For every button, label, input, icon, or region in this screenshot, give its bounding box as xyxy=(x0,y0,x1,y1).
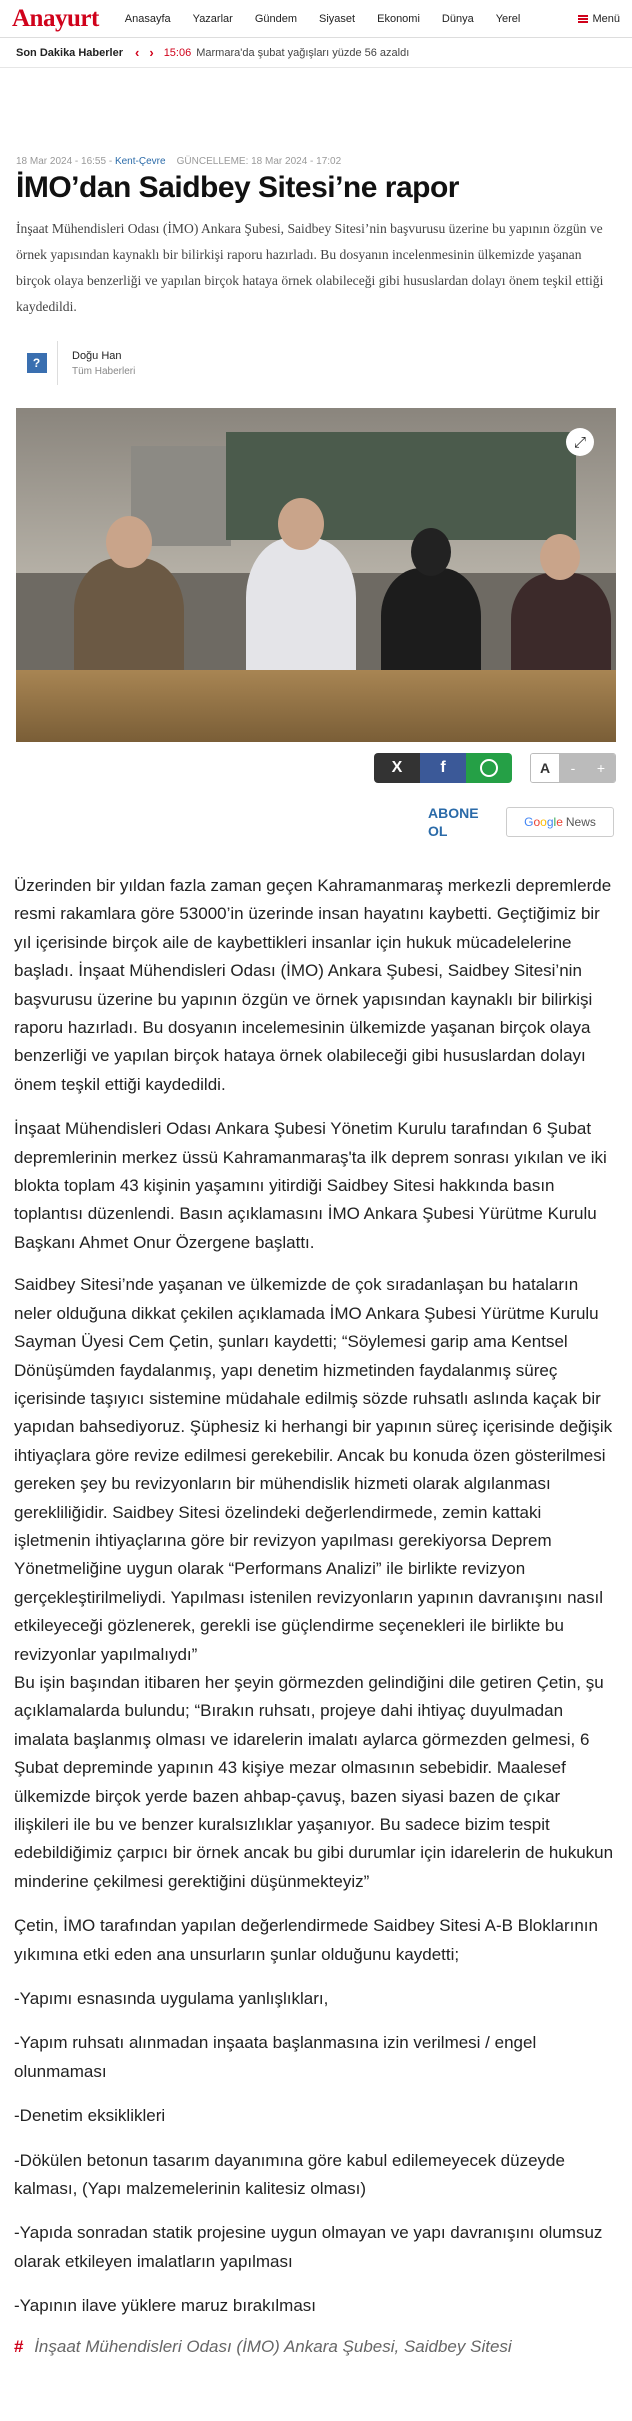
whatsapp-icon[interactable] xyxy=(466,753,512,783)
menu-label: Menü xyxy=(592,12,620,25)
font-size-control xyxy=(530,753,616,783)
main-nav xyxy=(125,13,579,25)
x-icon[interactable]: X xyxy=(374,753,420,783)
site-logo[interactable]: Anayurt xyxy=(12,4,99,32)
subscribe-label-line1: ABONE xyxy=(428,805,479,821)
article-meta xyxy=(16,156,616,167)
photo-head-4 xyxy=(540,534,580,580)
body-list-item: -Denetim eksiklikleri xyxy=(14,2106,166,2126)
body-list-item: -Yapım ruhsatı alınmadan inşaata başlanmasına izin verilmesi / engel olunmaması xyxy=(14,2033,537,2081)
photo-table xyxy=(16,670,616,742)
body-list-item: -Yapıda sonradan statik projesine uygun olmayan ve yapı davranışını olumsuz olarak etkileyen imalatların yapılması xyxy=(14,2223,603,2271)
gnews-word: News xyxy=(565,815,596,829)
body-paragraph: Bu işin başından itibaren her şeyin görmezden gelindiğini dile getiren Çetin, şu açıklamalarda bulundu; “Bırakın ruhsatı, projeye dahi ihtiyaç duyulmadan imalata başlanmış olması ve idarelerin imalatı aylarca görmezden gelmesi, 6 Şubat depreminde yapının 43 kişiye mezar olmasının sebebidir. Maalesef ülkemizde birçok yerde bazen ahbap-çavuş, bazen siyasi bazen de çıkar ilişkileri ile bu ve benzer kuralsızlıklar yaşanıyor. Bu sadece bizim tespit edebildiğimiz çarpıcı bir örnek ancak bu gibi durumlar için idarelerin de hukukun minderine çekilmesi gerektiğini düşünmekteyiz” xyxy=(14,1672,614,1891)
body-paragraph: İnşaat Mühendisleri Odası Ankara Şubesi Yönetim Kurulu tarafından 6 Şubat depremlerinin merkez üssü Kahramanmaraş'ta ilk deprem sonrası yıkılan ve iki blokta toplam 43 kişinin yaşamını yitirdiği Saidbey Sitesi hakkında basın toplantısı düzenlendi. Basın açıklamasını İMO Ankara Şubesi Yürütme Kurulu Başkanı Ahmet Onur Özergene başlattı. xyxy=(14,1119,607,1252)
chevron-left-icon[interactable]: ‹ xyxy=(135,45,140,60)
gnews-letter: o xyxy=(540,815,547,829)
author-block xyxy=(16,340,616,386)
font-size-label: A xyxy=(531,754,559,782)
article-date: 18 Mar 2024 - 16:55 xyxy=(16,156,107,167)
meta-separator: - xyxy=(108,156,115,167)
breaking-news-bar xyxy=(0,38,632,68)
author-avatar[interactable] xyxy=(16,341,58,385)
body-paragraph: Üzerinden bir yıldan fazla zaman geçen Kahramanmaraş merkezli depremlerde resmi rakamlara göre 53000’in üzerinde insan hayatını kaybetti. Geçtiğimiz bir yıl içerisinde birçok aile de kaybettikleri insanlar için hukuk mücadelelerine başladı. İnşaat Mühendisleri Odası (İMO) Ankara Şubesi, Saidbey Sitesi’nin başvurusu üzerine bu yapının özgün ve örnek yapısından kaynaklı bir bilirkişi raporu hazırladı. Bu dosyanın incelemesinin ülkemizde yaşanan birçok olaya benzerliği ve yapılan birçok hataya örnek olabileceği gibi hususlardan dolayı önem teşkil ettiği kaydedildi. xyxy=(14,876,612,1094)
tag-links[interactable]: İnşaat Mühendisleri Odası (İMO) Ankara Şubesi, Saidbey Sitesi xyxy=(34,2336,512,2356)
subscribe-row xyxy=(0,802,632,842)
google-news-button[interactable] xyxy=(506,807,614,837)
font-increase-button[interactable]: + xyxy=(587,754,615,782)
breaking-news-headline[interactable]: Marmara'da şubat yağışları yüzde 56 azaldı xyxy=(196,46,410,59)
whatsapp-glyph xyxy=(480,759,498,777)
gnews-letter: l xyxy=(553,815,557,829)
menu-button[interactable] xyxy=(578,13,620,25)
avatar-placeholder-icon: ? xyxy=(27,353,47,373)
article-title: İMO’dan Saidbey Sitesi’ne rapor xyxy=(16,171,459,204)
expand-icon[interactable]: ⤢ xyxy=(566,428,594,456)
site-header xyxy=(0,0,632,38)
gnews-letter: G xyxy=(524,815,534,829)
facebook-icon[interactable]: f xyxy=(420,753,466,783)
photo-person-1 xyxy=(74,558,184,688)
article-body xyxy=(0,872,632,2321)
hamburger-menu-icon xyxy=(578,15,588,23)
photo-head-1 xyxy=(106,516,152,568)
article-header xyxy=(0,156,632,386)
gnews-letter: o xyxy=(533,815,541,829)
nav-item-gundem[interactable]: Gündem xyxy=(254,12,298,25)
photo-head-3 xyxy=(411,528,451,576)
article-category[interactable]: Kent-Çevre xyxy=(114,156,166,167)
photo-person-2 xyxy=(246,538,356,688)
meta-gap xyxy=(168,156,174,167)
article-tags xyxy=(0,2337,632,2357)
chevron-right-icon[interactable]: › xyxy=(149,45,154,60)
breaking-news-label: Son Dakika Haberler xyxy=(16,46,123,59)
author-all-articles-link[interactable]: Tüm Haberleri xyxy=(72,365,136,377)
author-info xyxy=(72,350,135,377)
article-photo xyxy=(16,408,616,742)
body-list-item: -Yapının ilave yüklere maruz bırakılması xyxy=(14,2296,317,2316)
body-list-item: -Dökülen betonun tasarım dayanımına göre kabul edilemeyecek düzeyde kalması, (Yapı malzemelerinin kalitesiz olması) xyxy=(14,2150,565,2199)
share-bar xyxy=(0,752,632,784)
subscribe-label-line2: OL xyxy=(428,823,448,839)
gnews-letter: e xyxy=(556,815,563,829)
font-decrease-button[interactable]: - xyxy=(559,754,587,782)
breaking-news-time: 15:06 xyxy=(163,46,192,59)
nav-item-ekonomi[interactable]: Ekonomi xyxy=(377,12,420,25)
nav-item-siyaset[interactable]: Siyaset xyxy=(319,12,356,25)
article-lead: İnşaat Mühendisleri Odası (İMO) Ankara Şubesi, Saidbey Sitesi’nin başvurusu üzerine bu yapının özgün ve örnek yapısından kaynaklı bir bilirkişi raporu hazırladı. Bu dosyanın incelenmesinin ülkemizde yaşanan birçok olaya benzerliği ve yapılan birçok hataya örnek olabileceği gibi hususlardan dolayı önem teşkil ettiği kaydedildi. xyxy=(16,221,604,314)
author-name[interactable]: Doğu Han xyxy=(72,349,122,362)
body-paragraph: Çetin, İMO tarafından yapılan değerlendirmede Saidbey Sitesi A-B Bloklarının yıkımına etki eden ana unsurların şunlar olduğunu kaydetti; xyxy=(14,1916,598,1964)
body-list-item: -Yapımı esnasında uygulama yanlışlıkları, xyxy=(14,1989,329,2009)
article-updated: GÜNCELLEME: 18 Mar 2024 - 17:02 xyxy=(176,156,342,167)
subscribe-label[interactable] xyxy=(428,804,494,840)
body-paragraph: Saidbey Sitesi’nde yaşanan ve ülkemizde de çok sıradanlaşan bu hataların neler olduğuna dikkat çekilen açıklamada İMO Ankara Şubesi Yürütme Kurulu Sayman Üyesi Cem Çetin, şunları kaydetti; “Söylemesi garip ama Kentsel Dönüşümden faydalanmış, yapı denetim hizmetinden faydalanmış süreç içerisinde taşıyıcı sistemine müdahale edilmiş sözde ruhsatlı aslında kaçak bir yapıdan bahsediyoruz. Şüphesiz ki herhangi bir yapının süreç içerisinde değişik ihtiyaçlara göre revize edilmesi gerekebilir. Ancak bu konuda özen gösterilmesi gereken şey bu revizyonların bir mühendislik hizmeti olarak algılanması gerekliliğidir. Saidbey Sitesi özelindeki değerlendirmede, zemin kattaki işletmenin ihtiyaçlarına göre bir revizyon yapılması gerekiyorsa Deprem Yönetmeliğine uygun olarak “Performans Analizi” ile birlikte revizyon gerçekleştirilmeliydi. Yapılması istenilen revizyonların yapının davranışını nasıl etkileyeceği gözlenerek, gerekli ise güçlendirme seçenekleri ile birlikte bu revizyonlar yapılmalıydı” xyxy=(14,1275,613,1664)
gnews-letter: g xyxy=(546,815,554,829)
nav-item-yerel[interactable]: Yerel xyxy=(495,12,521,25)
photo-head-2 xyxy=(278,498,324,550)
nav-item-yazarlar[interactable]: Yazarlar xyxy=(192,12,233,25)
nav-item-anasayfa[interactable]: Anasayfa xyxy=(124,12,171,25)
hash-icon: # xyxy=(14,2336,24,2356)
nav-item-dunya[interactable]: Dünya xyxy=(441,12,474,25)
